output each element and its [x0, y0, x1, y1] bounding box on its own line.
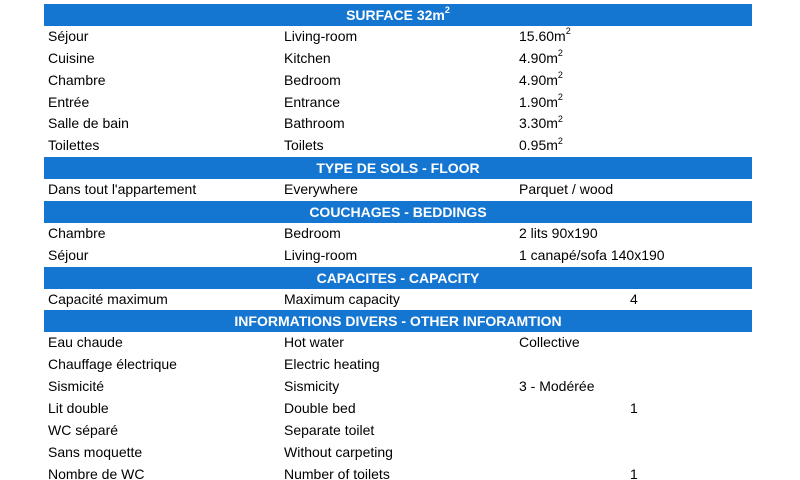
superscript: 2	[444, 5, 450, 16]
label-english: Hot water	[284, 334, 344, 351]
count-value: 4	[630, 290, 638, 307]
section-title: SURFACE 32m	[346, 7, 445, 23]
label-french: Nombre de WC	[48, 465, 145, 480]
label-english: Living-room	[284, 28, 358, 44]
section-header	[44, 157, 752, 179]
label-english: Entrance	[284, 93, 341, 110]
value: $15.60m^2$	[519, 26, 571, 44]
label-french: WC séparé	[48, 421, 119, 438]
label-french: Lit double	[48, 399, 109, 416]
value: 1 canapé/sofa 140x190	[519, 246, 665, 263]
table-row	[44, 289, 752, 311]
label-english: Toilets	[284, 137, 324, 154]
table-row	[44, 135, 752, 157]
count-value: 1	[630, 399, 638, 416]
superscript: 2	[565, 26, 571, 37]
table-row	[44, 354, 752, 376]
label-english: Bedroom	[284, 224, 341, 241]
section-title: TYPE DE SOLS - FLOOR	[316, 160, 480, 177]
section-title: CAPACITES - CAPACITY	[316, 269, 480, 286]
section-header	[44, 201, 752, 223]
label-english: Living-room	[284, 246, 358, 263]
section-header	[44, 267, 752, 289]
label-french: Séjour	[48, 28, 89, 44]
table-row	[44, 464, 752, 480]
apartment-info-sheet	[44, 4, 752, 480]
label-english: Separate toilet	[284, 421, 375, 438]
table-row	[44, 442, 752, 464]
superscript: 2	[557, 135, 563, 146]
value: 2 lits 90x190	[519, 224, 598, 241]
label-french: Sans moquette	[48, 443, 143, 460]
label-french: Dans tout l'appartement	[48, 181, 197, 198]
label-french: Salle de bain	[48, 115, 129, 132]
section-header	[44, 4, 752, 26]
label-french: Chambre	[48, 71, 106, 88]
table-row	[44, 245, 752, 267]
value: $0.95m^2$	[519, 135, 563, 154]
label-french: Séjour	[48, 246, 89, 263]
value: Collective	[519, 334, 580, 351]
superscript: 2	[557, 48, 563, 59]
superscript: 2	[557, 113, 563, 124]
section-title: COUCHAGES - BEDDINGS	[309, 203, 487, 220]
value: Parquet / wood	[519, 181, 614, 198]
value: $4.90m^2$	[519, 70, 563, 88]
label-french: Chauffage électrique	[48, 356, 177, 373]
table-row	[44, 420, 752, 442]
label-french: Eau chaude	[48, 334, 123, 351]
section-title: INFORMATIONS DIVERS - OTHER INFORAMTION	[234, 313, 562, 330]
label-english: Without carpeting	[284, 443, 393, 460]
label-french: Chambre	[48, 224, 106, 241]
label-french: Sismicité	[48, 378, 105, 395]
table-row	[44, 179, 752, 201]
label-english: Maximum capacity	[284, 290, 400, 307]
table-row	[44, 70, 752, 92]
label-english: Kitchen	[284, 49, 331, 66]
label-english: Double bed	[284, 399, 356, 416]
label-french: Cuisine	[48, 49, 95, 66]
label-french: Capacité maximum	[48, 290, 168, 307]
table-row	[44, 223, 752, 245]
table-row	[44, 332, 752, 354]
table-row	[44, 48, 752, 70]
table-row	[44, 92, 752, 114]
section-header	[44, 310, 752, 332]
superscript: 2	[557, 91, 563, 102]
label-french: Toilettes	[48, 137, 100, 154]
label-english: Electric heating	[284, 356, 380, 373]
label-english: Bathroom	[284, 115, 345, 132]
value: $1.90m^2$	[519, 91, 563, 110]
count-value: 1	[630, 465, 638, 480]
label-english: Sismicity	[284, 378, 340, 395]
label-english: Number of toilets	[284, 465, 390, 480]
value: $4.90m^2$	[519, 48, 563, 66]
table-row	[44, 26, 752, 48]
value: $3.30m^2$	[519, 113, 563, 132]
table-row	[44, 113, 752, 135]
value: 3 - Modérée	[519, 378, 595, 395]
superscript: 2	[557, 70, 563, 81]
label-french: Entrée	[48, 93, 90, 110]
label-english: Everywhere	[284, 181, 358, 198]
table-row	[44, 398, 752, 420]
table-row	[44, 376, 752, 398]
label-english: Bedroom	[284, 71, 341, 88]
